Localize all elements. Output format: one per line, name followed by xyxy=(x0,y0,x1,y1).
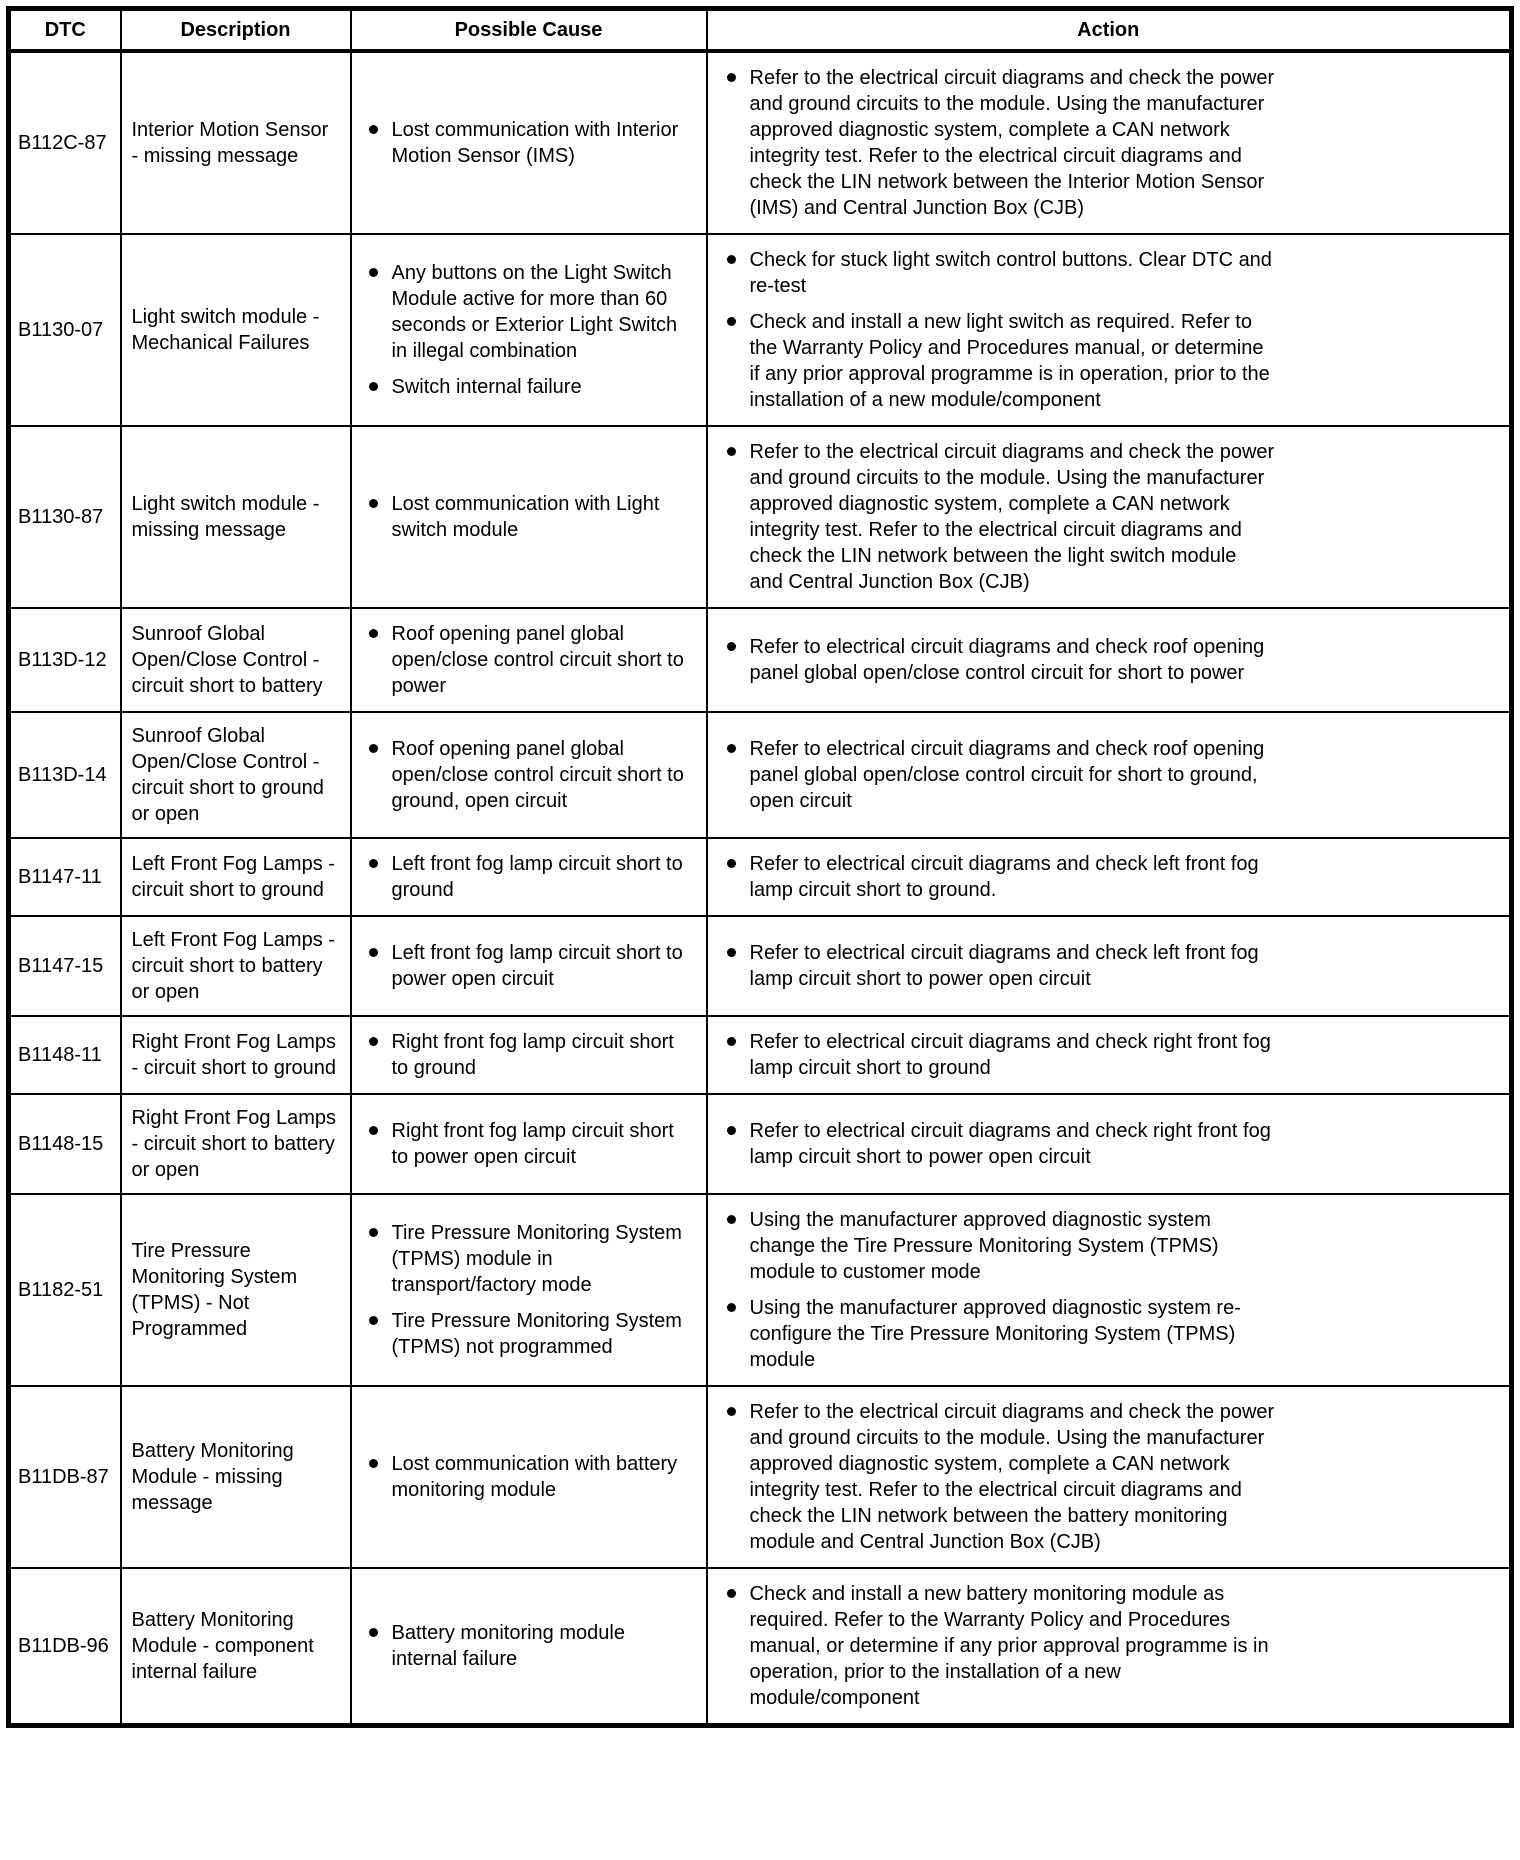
description-cell: Right Front Fog Lamps - circuit short to ground xyxy=(121,1016,351,1094)
bullet-text: Tire Pressure Monitoring System (TPMS) not programmed xyxy=(391,1310,682,1358)
action-cell xyxy=(707,1386,1512,1568)
bullet-item xyxy=(366,1118,696,1170)
action-cell xyxy=(707,51,1512,234)
bullet-icon xyxy=(727,1303,736,1312)
bullet-icon xyxy=(369,744,378,753)
dtc-table xyxy=(6,6,1514,1728)
dtc-code-cell: B1130-87 xyxy=(9,426,121,608)
bullet-text: Lost communication with battery monitoring module xyxy=(391,1453,678,1501)
bullet-item xyxy=(366,1451,696,1503)
bullet-item xyxy=(366,851,696,903)
bullet-item xyxy=(366,117,696,169)
header-row xyxy=(9,9,1512,52)
description-cell: Interior Motion Sensor - missing message xyxy=(121,51,351,234)
dtc-table-row xyxy=(9,1386,1512,1568)
bullet-icon xyxy=(727,744,736,753)
bullet-text: Any buttons on the Light Switch Module active for more than 60 seconds or Exterior Light Switch in illegal combination xyxy=(391,262,678,362)
possible-cause-cell xyxy=(351,608,707,712)
col-header-description: Description xyxy=(121,9,351,52)
bullet-icon xyxy=(727,447,736,456)
bullet-icon xyxy=(727,1215,736,1224)
bullet-icon xyxy=(369,859,378,868)
possible-cause-cell xyxy=(351,234,707,426)
bullet-item xyxy=(724,247,1500,299)
bullet-text: Lost communication with Interior Motion Sensor (IMS) xyxy=(391,119,679,167)
bullet-icon xyxy=(369,1037,378,1046)
col-header-dtc: DTC xyxy=(9,9,121,52)
dtc-table-row xyxy=(9,608,1512,712)
possible-cause-cell xyxy=(351,51,707,234)
bullet-item xyxy=(724,439,1500,595)
dtc-code-cell: B1182-51 xyxy=(9,1194,121,1386)
bullet-text: Refer to the electrical circuit diagrams and check the power and ground circuits to the module. Using the manufacturer approved diagnostic system, complete a CAN network integrity test. Refer to the electrical circuit diagrams and check the LIN network between the light switch module and Central Junction Box (CJB) xyxy=(749,441,1275,593)
dtc-table-body xyxy=(9,51,1512,1726)
bullet-item xyxy=(724,1207,1500,1285)
dtc-code-cell: B11DB-96 xyxy=(9,1568,121,1726)
description-cell: Right Front Fog Lamps - circuit short to battery or open xyxy=(121,1094,351,1194)
bullet-item xyxy=(366,621,696,699)
bullet-icon xyxy=(369,1228,378,1237)
description-cell: Sunroof Global Open/Close Control - circuit short to ground or open xyxy=(121,712,351,838)
dtc-table-row xyxy=(9,51,1512,234)
dtc-table-row xyxy=(9,1016,1512,1094)
bullet-item xyxy=(366,1308,696,1360)
bullet-text: Refer to electrical circuit diagrams and check left front fog lamp circuit short to power open circuit xyxy=(749,942,1259,990)
bullet-item xyxy=(366,374,696,400)
bullet-icon xyxy=(369,1628,378,1637)
dtc-table-row xyxy=(9,1194,1512,1386)
action-cell xyxy=(707,1568,1512,1726)
dtc-code-cell: B113D-14 xyxy=(9,712,121,838)
bullet-icon xyxy=(369,499,378,508)
bullet-item xyxy=(366,491,696,543)
bullet-text: Check and install a new battery monitoring module as required. Refer to the Warranty Policy and Procedures manual, or determine if any prior approval programme is in operation, prior to the installation of a new module/component xyxy=(749,1583,1269,1709)
dtc-table-row xyxy=(9,1568,1512,1726)
action-cell xyxy=(707,1194,1512,1386)
bullet-text: Refer to electrical circuit diagrams and check right front fog lamp circuit short to ground xyxy=(749,1031,1271,1079)
bullet-text: Refer to the electrical circuit diagrams and check the power and ground circuits to the module. Using the manufacturer approved diagnostic system, complete a CAN network integrity test. Refer to the electrical circuit diagrams and check the LIN network between the battery monitoring module and Central Junction Box (CJB) xyxy=(749,1401,1275,1553)
bullet-icon xyxy=(727,1589,736,1598)
action-cell xyxy=(707,426,1512,608)
bullet-text: Refer to the electrical circuit diagrams and check the power and ground circuits to the module. Using the manufacturer approved diagnostic system, complete a CAN network integrity test. Refer to the electrical circuit diagrams and check the LIN network between the Interior Motion Sensor (IMS) and Central Junction Box (CJB) xyxy=(749,67,1275,219)
possible-cause-cell xyxy=(351,916,707,1016)
dtc-code-cell: B1147-15 xyxy=(9,916,121,1016)
bullet-item xyxy=(366,1220,696,1298)
action-cell xyxy=(707,916,1512,1016)
bullet-text: Check for stuck light switch control buttons. Clear DTC and re-test xyxy=(749,249,1272,297)
bullet-text: Left front fog lamp circuit short to power open circuit xyxy=(391,942,683,990)
dtc-table-row xyxy=(9,426,1512,608)
description-cell: Tire Pressure Monitoring System (TPMS) - Not Programmed xyxy=(121,1194,351,1386)
bullet-icon xyxy=(369,1459,378,1468)
bullet-text: Tire Pressure Monitoring System (TPMS) module in transport/factory mode xyxy=(391,1222,682,1296)
description-cell: Sunroof Global Open/Close Control - circuit short to battery xyxy=(121,608,351,712)
dtc-table-row xyxy=(9,1094,1512,1194)
dtc-table-header xyxy=(9,9,1512,52)
dtc-code-cell: B113D-12 xyxy=(9,608,121,712)
possible-cause-cell xyxy=(351,838,707,916)
bullet-item xyxy=(724,634,1500,686)
description-cell: Battery Monitoring Module - missing message xyxy=(121,1386,351,1568)
action-cell xyxy=(707,234,1512,426)
bullet-icon xyxy=(727,948,736,957)
possible-cause-cell xyxy=(351,1194,707,1386)
bullet-text: Lost communication with Light switch module xyxy=(391,493,660,541)
bullet-icon xyxy=(727,255,736,264)
bullet-item xyxy=(724,1581,1500,1711)
dtc-table-row xyxy=(9,234,1512,426)
bullet-text: Refer to electrical circuit diagrams and check left front fog lamp circuit short to ground. xyxy=(749,853,1259,901)
bullet-text: Using the manufacturer approved diagnostic system re-configure the Tire Pressure Monitoring System (TPMS) module xyxy=(749,1297,1241,1371)
bullet-text: Left front fog lamp circuit short to ground xyxy=(391,853,683,901)
dtc-code-cell: B1148-11 xyxy=(9,1016,121,1094)
possible-cause-cell xyxy=(351,426,707,608)
bullet-item xyxy=(724,1399,1500,1555)
bullet-icon xyxy=(369,268,378,277)
description-cell: Left Front Fog Lamps - circuit short to ground xyxy=(121,838,351,916)
bullet-icon xyxy=(727,73,736,82)
bullet-text: Roof opening panel global open/close control circuit short to ground, open circuit xyxy=(391,738,684,812)
bullet-icon xyxy=(369,1126,378,1135)
bullet-text: Switch internal failure xyxy=(391,376,582,398)
bullet-item xyxy=(724,1295,1500,1373)
bullet-item xyxy=(366,260,696,364)
bullet-text: Check and install a new light switch as required. Refer to the Warranty Policy and Procedures manual, or determine if any prior approval programme is in operation, prior to the installation of a new module/component xyxy=(749,311,1270,411)
bullet-text: Refer to electrical circuit diagrams and check roof opening panel global open/close control circuit for short to ground, open circuit xyxy=(749,738,1265,812)
dtc-code-cell: B1130-07 xyxy=(9,234,121,426)
action-cell xyxy=(707,712,1512,838)
bullet-icon xyxy=(727,1126,736,1135)
bullet-icon xyxy=(369,382,378,391)
col-header-action: Action xyxy=(707,9,1512,52)
bullet-item xyxy=(724,1118,1500,1170)
bullet-item xyxy=(724,309,1500,413)
possible-cause-cell xyxy=(351,712,707,838)
bullet-text: Right front fog lamp circuit short to ground xyxy=(391,1031,674,1079)
bullet-text: Refer to electrical circuit diagrams and check roof opening panel global open/close control circuit for short to power xyxy=(749,636,1265,684)
bullet-icon xyxy=(369,1316,378,1325)
dtc-table-row xyxy=(9,916,1512,1016)
possible-cause-cell xyxy=(351,1568,707,1726)
bullet-item xyxy=(366,1029,696,1081)
action-cell xyxy=(707,1016,1512,1094)
dtc-table-row xyxy=(9,838,1512,916)
bullet-text: Refer to electrical circuit diagrams and check right front fog lamp circuit short to power open circuit xyxy=(749,1120,1271,1168)
bullet-icon xyxy=(369,125,378,134)
action-cell xyxy=(707,838,1512,916)
description-cell: Light switch module - Mechanical Failures xyxy=(121,234,351,426)
dtc-code-cell: B11DB-87 xyxy=(9,1386,121,1568)
action-cell xyxy=(707,608,1512,712)
dtc-code-cell: B112C-87 xyxy=(9,51,121,234)
bullet-item xyxy=(724,1029,1500,1081)
description-cell: Left Front Fog Lamps - circuit short to battery or open xyxy=(121,916,351,1016)
bullet-text: Battery monitoring module internal failure xyxy=(391,1622,625,1670)
possible-cause-cell xyxy=(351,1016,707,1094)
bullet-icon xyxy=(369,629,378,638)
bullet-text: Right front fog lamp circuit short to power open circuit xyxy=(391,1120,674,1168)
dtc-table-row xyxy=(9,712,1512,838)
possible-cause-cell xyxy=(351,1386,707,1568)
dtc-code-cell: B1148-15 xyxy=(9,1094,121,1194)
description-cell: Battery Monitoring Module - component internal failure xyxy=(121,1568,351,1726)
bullet-item xyxy=(724,736,1500,814)
bullet-item xyxy=(724,940,1500,992)
bullet-icon xyxy=(727,317,736,326)
bullet-icon xyxy=(727,859,736,868)
bullet-icon xyxy=(727,642,736,651)
col-header-possible-cause: Possible Cause xyxy=(351,9,707,52)
bullet-icon xyxy=(727,1037,736,1046)
possible-cause-cell xyxy=(351,1094,707,1194)
bullet-item xyxy=(366,1620,696,1672)
bullet-item xyxy=(724,65,1500,221)
bullet-item xyxy=(366,736,696,814)
action-cell xyxy=(707,1094,1512,1194)
dtc-code-cell: B1147-11 xyxy=(9,838,121,916)
bullet-text: Using the manufacturer approved diagnostic system change the Tire Pressure Monitoring System (TPMS) module to customer mode xyxy=(749,1209,1219,1283)
bullet-item xyxy=(724,851,1500,903)
bullet-item xyxy=(366,940,696,992)
bullet-icon xyxy=(369,948,378,957)
description-cell: Light switch module - missing message xyxy=(121,426,351,608)
bullet-icon xyxy=(727,1407,736,1416)
bullet-text: Roof opening panel global open/close control circuit short to power xyxy=(391,623,684,697)
